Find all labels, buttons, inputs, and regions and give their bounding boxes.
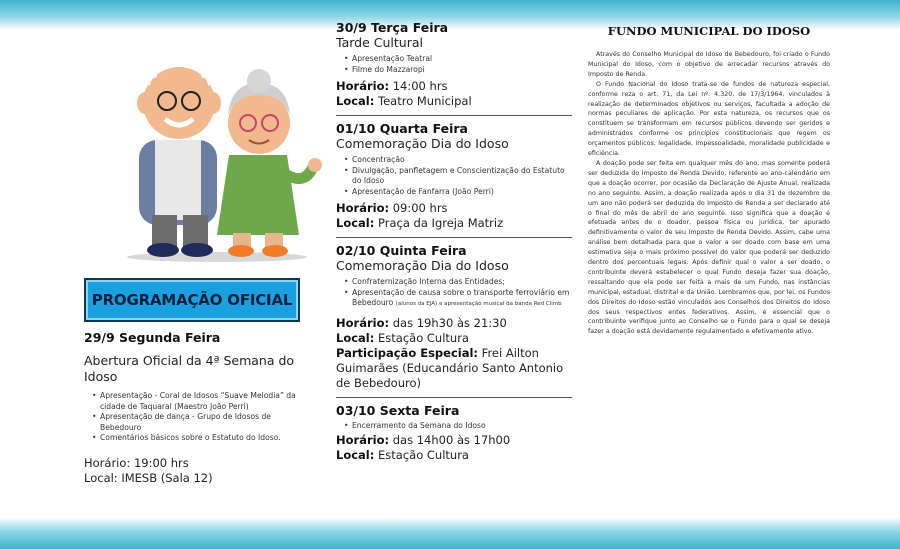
list-item: • Divulgação, panfletagem e Conscientização do Estatuto do Idoso [346,166,572,187]
local-label: Local: [336,448,375,462]
list-item: • Confraternização Interna das Entidades; [346,277,572,288]
day-30-local [336,94,572,109]
list-item: • Encerramento da Semana do Idoso [346,421,572,432]
list-item: • Apresentação de Fanfarra (João Perri) [346,187,572,198]
horario-label: Horário: [336,433,390,447]
day-29-block [84,330,302,486]
local-label: Local: [336,94,375,108]
day-03-local [336,448,572,463]
program-banner-label: PROGRAMAÇÃO OFICIAL [91,291,293,309]
fund-title: FUNDO MUNICIPAL DO IDOSO [607,24,811,38]
local-value: Praça da Igreja Matriz [374,216,504,230]
day-02-heading: 02/10 Quinta Feira [336,243,467,258]
local-label: Local: [336,216,375,230]
horario-value: das 14h00 às 17h00 [389,433,511,447]
day-02-participacao [336,346,572,391]
horario-value: 14:00 hrs [389,79,448,93]
program-banner [84,278,300,322]
horario-label: Horário: [336,79,390,93]
elderly-couple-illustration [117,45,322,263]
day-30-heading: 30/9 Terça Feira [336,20,449,35]
list-item: • Apresentação Teatral [346,54,572,65]
right-column [588,0,830,549]
fund-paragraph: Através do Conselho Municipal do Idoso de Bebedouro, foi criado o Fundo Municipal do Idoso, com o objetivo de arrecadar recursos através do Imposto de Renda. [588,51,830,78]
horario-value: das 19h30 às 21:30 [389,315,507,330]
day-29-local: Local: IMESB (Sala 12) [84,470,213,485]
local-label: Local: [336,330,375,345]
day-03-horario [336,433,572,448]
day-02-local [336,331,572,346]
day-03-heading: 03/10 Sexta Feira [336,402,460,418]
day-01-block [336,121,572,231]
list-item [346,288,572,310]
list-item: • Apresentação - Coral de Idosos “Suave Melodia” da cidade de Taquaral (Maestro João Perri) [94,391,302,412]
fund-paragraph: A doação pode ser feita em qualquer mês do ano, mas somente poderá ser deduzida do Imposto de Renda Devido, referente ao ano-calendário em que a doação ocorrer, por ocasião da Declaração de Ajuste Anual, realizada no ano seguinte. Assim, a doação realizada após o dia 31 de dezembro de um ano não poderá ser deduzida do Imposto de Renda a ser declarado até o final do mês de abril do ano seguinte. Isso significa que a doação é efetuada antes de o doador, pessoa física ou jurídica, ter apurado definitivamente o valor de seu Imposto de Renda Devido. Assim, cabe uma análise bem detalhada para que o valor a ser doado com base em uma estimativa seja o mais próximo possível do valor que poderá ser deduzido dentro dos percentuais legais. Após definir qual o valor a ser doado, o contribuinte deverá estabelecer o qual Fundo deseja fazer sua doação, ressaltando que ela pode ser feita a mais de um Fundo, nas instâncias municipal, estadual, distrital e da União. Lembramos que, por lei, os Fundos dos Direitos do Idoso estão vinculados aos Conselhos dos Direitos do Idoso dos seus respectivos entes federativos. Assim, é essencial que o contribuinte verifique junto ao Conselho se o Fundo para o qual se deseja fazer a doação está devidamente regulamentado e efetivamente ativo. [588,159,830,336]
fund-body [588,50,830,337]
day-01-heading: 01/10 Quarta Feira [336,121,468,136]
local-value: Estação Cultura [374,330,469,345]
horario-label: Horário: [336,201,390,215]
list-item: • Filme do Mazzaropi [346,65,572,76]
local-value: Teatro Municipal [374,94,472,108]
participacao-value: Frei Ailton Guimarães (Educandário Santo Antonio de Bebedouro) [336,345,564,390]
left-column [62,0,310,549]
horario-value: 09:00 hrs [389,201,448,215]
day-02-event-title: Comemoração Dia do Idoso [336,258,509,273]
day-30-block [336,20,572,109]
day-03-items [336,421,572,432]
day-29-items [84,391,302,444]
day-29-event-title: Abertura Oficial da 4ª Semana do Idoso [84,353,295,384]
day-30-horario [336,79,572,94]
day-01-items [336,155,572,197]
list-item: • Comentários básicos sobre o Estatuto do Idoso. [94,433,302,444]
list-item: • Apresentação de dança - Grupo de Idosos de Bebedouro [94,412,302,433]
day-01-horario [336,201,572,216]
divider [336,237,572,238]
list-item-note: (alunos da EJA) e apresentação musical da banda Red Climb [395,301,562,307]
day-02-block [336,243,572,391]
day-02-horario [336,316,572,331]
list-item: • Concentração [346,155,572,166]
day-29-heading: 29/9 Segunda Feira [84,330,221,345]
list-item-text: Apresentação de causa sobre o transporte ferroviário em Bebedouro [352,287,570,307]
day-01-event-title: Comemoração Dia do Idoso [336,136,509,151]
divider [336,397,572,398]
day-02-items [336,277,572,310]
fund-paragraph: O Fundo Nacional do Idoso trata-se de fundos de natureza especial, conforme reza o art. 71, da Lei nº. 4.320, de 17/3/1964, vinculados à realização de determinados objetivos ou serviços, facultada a adoção de normas peculiares de aplicação. Por esta natureza, os recursos que os constituem se transformam em recursos públicos devendo ser geridos e administrados conforme os princípios constitucionais que regem os orçamentos públicos: legalidade, impessoalidade, moralidade publicidade e eficiência. [588,80,830,158]
day-30-event-title: Tarde Cultural [336,35,423,50]
day-29-horario: Horário: 19:00 hrs [84,455,189,470]
horario-label: Horário: [336,315,390,330]
day-03-block [336,403,572,464]
divider [336,115,572,116]
day-01-local [336,216,572,231]
middle-column [330,0,576,549]
schedule-list [336,20,572,463]
participacao-label: Participação Especial: [336,345,479,360]
local-value: Estação Cultura [374,448,469,462]
day-30-items [336,54,572,75]
